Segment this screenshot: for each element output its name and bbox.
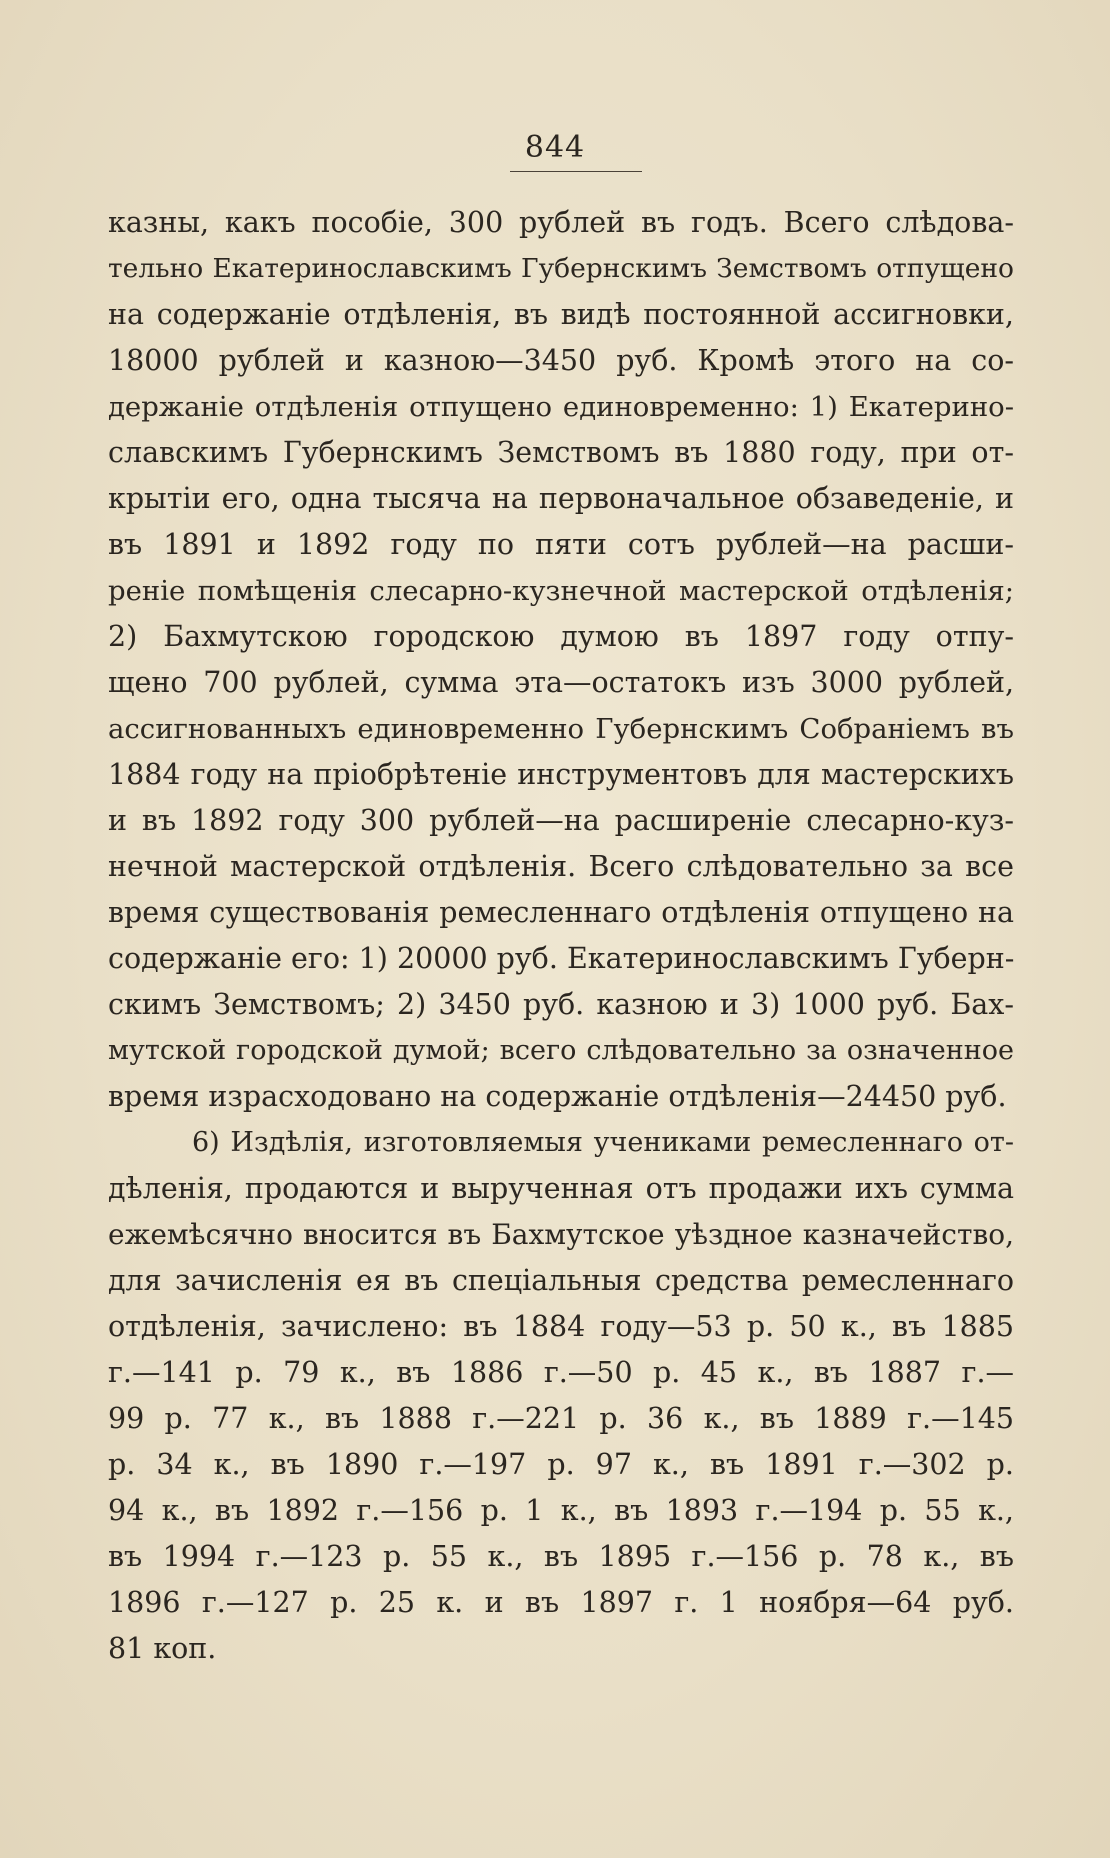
text-line: ежемѣсячно вносится въ Бахмутское уѣздное казначейство, [108, 1218, 1014, 1251]
text-line: 81 коп. [108, 1632, 217, 1665]
text-line: мутской городской думой; всего слѣдовательно за означенное [108, 1035, 1014, 1066]
text-line: 94 к., въ 1892 г.—156 р. 1 к., въ 1893 г.—194 р. 55 к., [108, 1494, 1014, 1527]
text-line: 1884 году на пріобрѣтеніе инструментовъ для мастерскихъ [108, 758, 1014, 791]
text-line: нечной мастерской отдѣленія. Всего слѣдовательно за все [108, 850, 1014, 883]
text-line: 6) Издѣлія, изготовляемыя учениками ремесленнаго от- [192, 1127, 1014, 1158]
text-line: реніе помѣщенія слесарно-кузнечной мастерской отдѣленія; [108, 575, 1014, 607]
text-line: 2) Бахмутскою городскою думою въ 1897 году отпу- [108, 620, 1014, 653]
page-number: 844 [524, 130, 586, 165]
text-line: скимъ Земствомъ; 2) 3450 руб. казною и 3) 1000 руб. Бах- [108, 988, 1014, 1021]
text-line: отдѣленія, зачислено: въ 1884 году—53 р. 50 к., въ 1885 [108, 1310, 1014, 1343]
text-line: славскимъ Губернскимъ Земствомъ въ 1880 году, при от- [108, 436, 1014, 469]
text-line: время израсходовано на содержаніе отдѣленія—24450 руб. [108, 1080, 1007, 1113]
paragraph-1 [108, 200, 1014, 1120]
text-line: щено 700 рублей, сумма эта—остатокъ изъ 3000 рублей, [108, 666, 1014, 699]
text-line: для зачисленія ея въ спеціальныя средства ремесленнаго [108, 1264, 1014, 1297]
text-line: и въ 1892 году 300 рублей—на расширеніе слесарно-куз- [108, 804, 1014, 837]
text-line: р. 34 к., въ 1890 г.—197 р. 97 к., въ 1891 г.—302 р. [108, 1448, 1014, 1481]
page-number-rule [510, 171, 642, 172]
text-line: 1896 г.—127 р. 25 к. и въ 1897 г. 1 ноября—64 руб. [108, 1586, 1014, 1619]
text-line: 18000 рублей и казною—3450 руб. Кромѣ этого на со- [108, 344, 1014, 377]
text-line: крытіи его, одна тысяча на первоначальное обзаведеніе, и [108, 482, 1014, 515]
text-line: держаніе отдѣленія отпущено единовременно: 1) Екатерино- [108, 391, 1014, 423]
body-text [108, 200, 1014, 1672]
text-line: 99 р. 77 к., въ 1888 г.—221 р. 36 к., въ 1889 г.—145 [108, 1402, 1014, 1435]
text-line: время существованія ремесленнаго отдѣленія отпущено на [108, 896, 1014, 929]
text-line: въ 1891 и 1892 году по пяти сотъ рублей—на расши- [108, 528, 1014, 561]
text-line: въ 1994 г.—123 р. 55 к., въ 1895 г.—156 р. 78 к., въ [108, 1540, 1014, 1573]
text-line: тельно Екатеринославскимъ Губернскимъ Земствомъ отпущено [108, 253, 1014, 284]
text-line: на содержаніе отдѣленія, въ видѣ постоянной ассигновки, [108, 298, 1014, 331]
text-line: казны, какъ пособіе, 300 рублей въ годъ. Всего слѣдова- [108, 206, 1014, 239]
text-line: дѣленія, продаются и вырученная отъ продажи ихъ сумма [108, 1172, 1014, 1205]
paragraph-2 [108, 1120, 1014, 1672]
text-line: ассигнованныхъ единовременно Губернскимъ Собраніемъ въ [108, 713, 1014, 745]
text-line: содержаніе его: 1) 20000 руб. Екатеринославскимъ Губерн- [108, 942, 1014, 975]
text-line: г.—141 р. 79 к., въ 1886 г.—50 р. 45 к., въ 1887 г.— [108, 1356, 1014, 1389]
